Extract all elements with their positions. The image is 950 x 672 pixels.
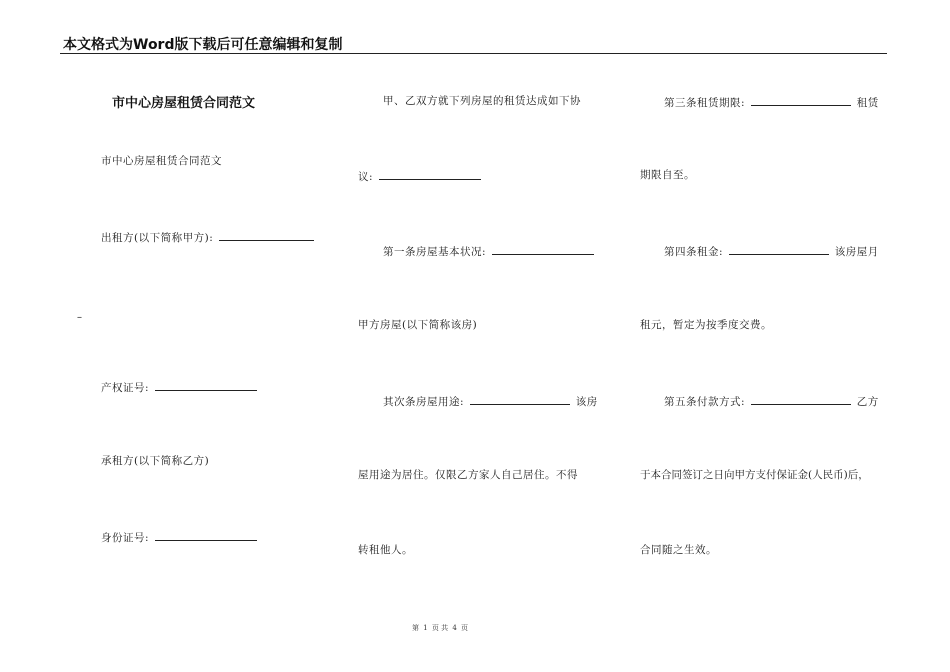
clause-intro-1: 甲、乙双方就下列房屋的租赁达成如下协 <box>383 95 581 107</box>
clause-5-blank <box>751 393 851 405</box>
lessee-label: 承租方(以下简称乙方) <box>101 455 210 467</box>
clause-2-suffix: 该房 <box>575 396 598 408</box>
clause-4-blank <box>729 243 829 255</box>
clause-intro-2 <box>358 168 483 184</box>
clause-1-detail: 甲方房屋(以下简称该房) <box>358 319 478 331</box>
clause-5-detail-1: 于本合同签订之日向甲方支付保证金(人民币)后， <box>640 469 869 481</box>
page-suffix: 页 <box>461 624 469 632</box>
document-title: 市中心房屋租赁合同范文 <box>112 96 256 111</box>
header-divider <box>60 53 887 54</box>
property-cert-label: 产权证号: <box>101 382 150 394</box>
clause-3-label: 第三条租赁期限: <box>664 97 746 109</box>
header-title: 本文格式为Word版下载后可任意编辑和复制 <box>63 37 343 53</box>
clause-5-detail-2: 合同随之生效。 <box>640 544 717 556</box>
agreement-blank <box>379 168 481 180</box>
page-prefix: 第 <box>411 624 419 632</box>
id-label: 身份证号: <box>101 532 150 544</box>
clause-5-label: 第五条付款方式: <box>664 396 746 408</box>
property-cert-line <box>101 379 259 395</box>
clause-2-detail-2: 转租他人。 <box>358 544 413 556</box>
subtitle: 市中心房屋租赁合同范文 <box>101 155 222 167</box>
clause-3-suffix: 租赁 <box>856 97 879 109</box>
page-number <box>0 623 880 633</box>
dash-mark: – <box>77 312 82 323</box>
lessor-blank <box>219 229 314 241</box>
clause-3-line <box>664 94 879 110</box>
clause-4-line <box>664 243 879 259</box>
clause-2-line <box>383 393 598 409</box>
clause-4-suffix: 该房屋月 <box>834 246 879 258</box>
clause-3-detail: 期限自至。 <box>640 169 695 181</box>
lessor-line <box>101 229 316 245</box>
clause-3-blank <box>751 94 851 106</box>
clause-2-blank <box>470 393 570 405</box>
page-mid: 页 共 <box>431 624 449 632</box>
page-total: 4 <box>452 624 457 632</box>
id-line <box>101 529 259 545</box>
clause-2-label: 其次条房屋用途: <box>383 396 465 408</box>
lessor-label: 出租方(以下简称甲方): <box>101 232 214 244</box>
clause-2-detail-1: 屋用途为居住。仅限乙方家人自己居住。不得 <box>358 469 578 481</box>
clause-1-label: 第一条房屋基本状况: <box>383 246 487 258</box>
clause-1-blank <box>492 243 594 255</box>
clause-1-line <box>383 243 596 259</box>
clause-4-label: 第四条租金: <box>664 246 724 258</box>
clause-5-suffix: 乙方 <box>856 396 879 408</box>
page-current: 1 <box>423 624 428 632</box>
clause-4-detail: 租元，暂定为按季度交费。 <box>640 319 772 331</box>
id-blank <box>155 529 257 541</box>
clause-5-line <box>664 393 879 409</box>
property-cert-blank <box>155 379 257 391</box>
clause-intro-2-text: 议: <box>358 171 374 183</box>
